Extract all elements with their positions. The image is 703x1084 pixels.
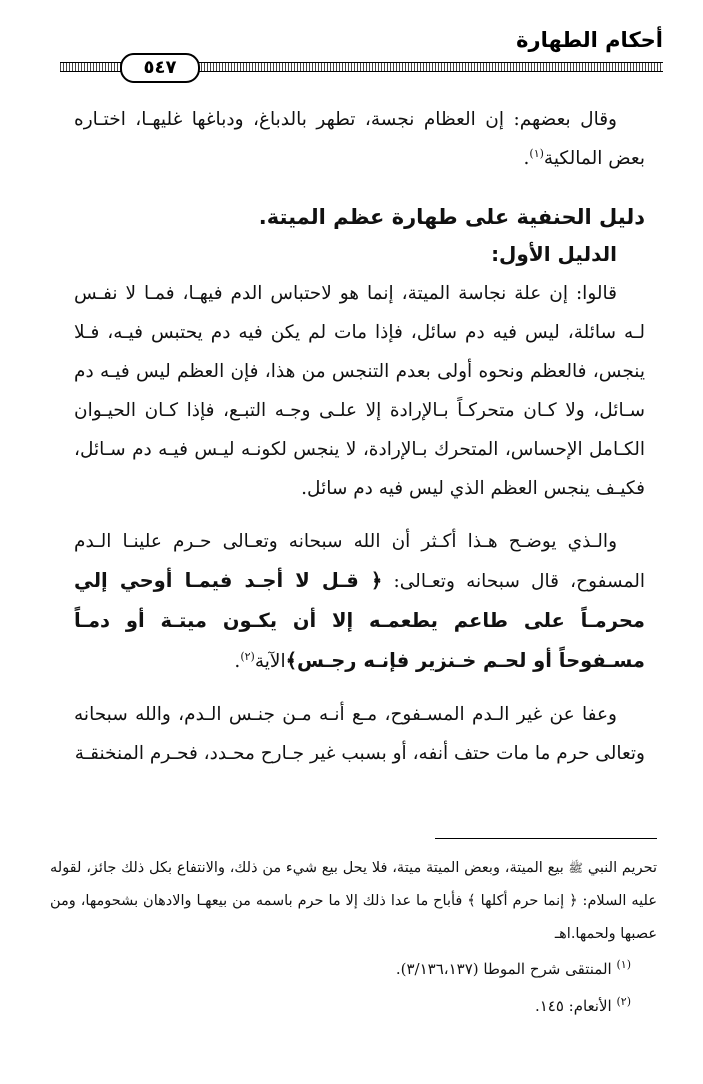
paragraph-2: قالوا: إن علة نجاسة الميتة، إنما هو لاحتباس الدم فيهـا، فمـا لا نفـس لـه سائلة، ليس فيه دم سائل، فإذا مات لم يكن فيه دم يحتبس فيـه، فـلا ينجس، فالعظم ونحوه أولى بعدم التنجس من هذا، فإن العظم ليس فيـه دم سـائل، ولا كـان متحركـاً بـالإرادة إلا علـى وجـه التبـع، فإذا كـان الحيـوان الكـامل الإحساس، المتحرك بـالإرادة، لا ينجس لكونـه ليـس فيـه دم سـائل، فكيـف ينجس العظم الذي ليس فيه دم سائل. (74, 283, 645, 499)
main-text (74, 100, 645, 773)
footnote-1 (50, 951, 657, 988)
footnote-2 (50, 988, 657, 1025)
page-number: ٥٤٧ (120, 53, 200, 83)
footnote-2-text: الأنعام: ١٤٥. (534, 997, 612, 1015)
footnote-continuation-start: تحريم النبي (587, 860, 657, 876)
paragraph-3-end: . (234, 651, 241, 672)
section-heading: دليل الحنفية على طهارة عظم الميتة. (258, 205, 645, 229)
salutation-symbol: ﷺ (568, 861, 584, 875)
footnote-ref-1: (١) (529, 146, 544, 160)
footnote-continuation-rest: بيع الميتة، وبعض الميتة ميتة، فلا يحل بيع شيء من ذلك، والانتفاع بكل ذلك جائز، لقوله عليه السلام: ﴿ إنما حرم أكلها ﴾ فأباح ما عدا ذلك إلا ما حرم باسمه من بيعهـا والادهان بشحومها، ومن عصبها ولحمها.اهـ (50, 860, 657, 942)
footnote-continuation (50, 852, 657, 951)
footnotes (50, 852, 657, 1025)
paragraph-3 (74, 522, 645, 681)
footnote-2-marker: (٢) (616, 995, 631, 1008)
running-head-title: أحكام الطهارة (516, 28, 663, 52)
paragraph-1 (74, 100, 645, 178)
paragraph-1-end: . (523, 148, 530, 169)
sub-heading: الدليل الأول: (491, 242, 617, 266)
footnote-ref-2: (٢) (240, 649, 255, 663)
paragraph-1-text: وقال بعضهم: إن العظام نجسة، تطهر بالدباغ، ودباغها غليهـا، اختـاره بعض المالكية (74, 109, 645, 169)
paragraph-4: وعفا عن غير الـدم المسـفوح، مـع أنـه مـن جنـس الـدم، والله سبحانه وتعالى حرم ما مات حتف أنفه، أو بسبب غير جـارح محـدد، فحـرم المنخنقـة (74, 704, 645, 764)
quran-verse: ﴿ قـل لا أجـد فيمـا أوحي إلي محرمـاً على طاعم يطعمـه إلا أن يكـون ميتـة أو دمـاً مسـفوحاً أو لحـم خـنزير فإنـه رجـس﴾ (74, 569, 645, 672)
footnote-1-text: المنتقى شرح الموطا (٣/١٣٦،١٣٧). (395, 960, 612, 978)
verse-suffix: الآية (254, 651, 286, 672)
paragraph-3-text: والـذي يوضـح هـذا أكـثر أن الله سبحانه وتعـالى حـرم علينـا الـدم المسفوح، قال سبحانه وتعـالى: (74, 531, 645, 592)
footnote-1-marker: (١) (616, 958, 631, 971)
footnote-separator (435, 838, 657, 839)
